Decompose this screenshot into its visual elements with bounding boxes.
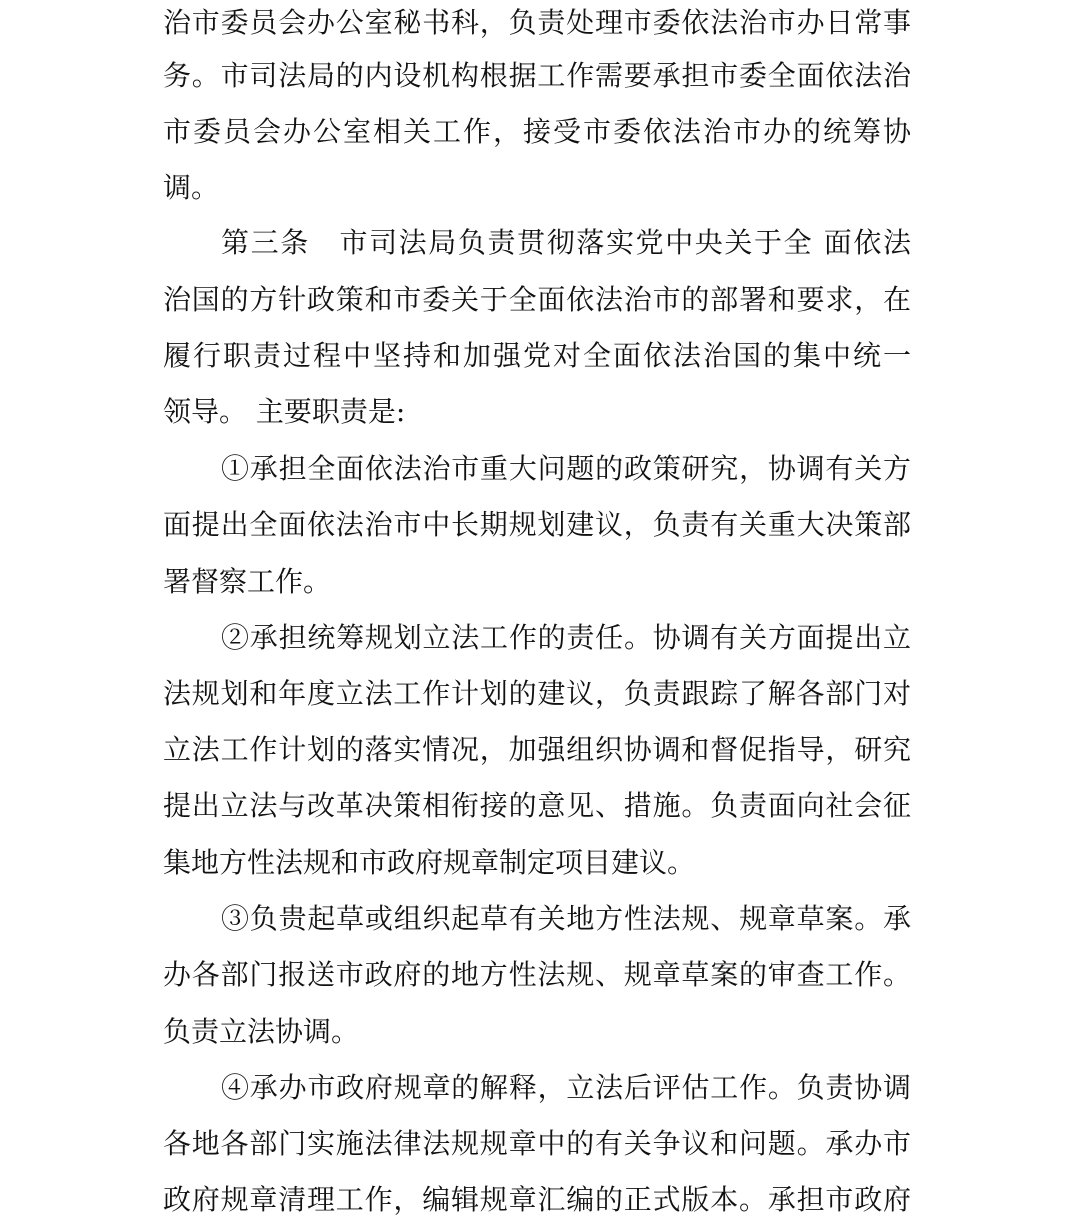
text-line: 办各部门报送市政府的地方性法规、规章草案的审查工作。 <box>163 958 911 991</box>
text-line: ②承担统筹规划立法工作的责任。协调有关方面提出立 <box>221 621 911 654</box>
text-line: 履行职责过程中坚持和加强党对全面依法治国的集中统一 <box>163 339 911 372</box>
text-line: 第三条 市司法局负责贯彻落实党中央关于全 面依法 <box>221 226 911 259</box>
text-line: 负责立法协调。 <box>163 1015 360 1048</box>
text-line: ③负贵起草或组织起草有关地方性法规、规章草案。承 <box>221 902 911 935</box>
text-line: 面提出全面依法治市中长期规划建议，负责有关重大决策部 <box>163 508 911 541</box>
text-line: 调。 <box>163 171 220 204</box>
text-line: ①承担全面依法治市重大问题的政策研究，协调有关方 <box>221 452 911 485</box>
text-line: 提出立法与改革决策相衔接的意见、措施。负责面向社会征 <box>163 789 911 822</box>
text-line: 市委员会办公室相关工作，接受市委依法治市办的统筹协 <box>163 115 911 148</box>
text-line: 立法工作计划的落实情况，加强组织协调和督促指导，研究 <box>163 733 911 766</box>
text-line: 法规划和年度立法工作计划的建议，负责跟踪了解各部门对 <box>163 677 911 710</box>
text-line: 治市委员会办公室秘书科，负责处理市委依法治市办日常事 <box>163 6 911 39</box>
text-line: 集地方性法规和市政府规章制定项目建议。 <box>163 846 696 879</box>
text-line: 务。市司法局的内设机构根据工作需要承担市委全面依法治 <box>163 59 911 92</box>
text-line: ④承办市政府规章的解释，立法后评估工作。负责协调 <box>221 1071 911 1104</box>
text-line: 政府规章清理工作，编辑规章汇编的正式版本。承担市政府 <box>163 1183 911 1216</box>
text-line: 各地各部门实施法律法规规章中的有关争议和问题。承办市 <box>163 1127 911 1160</box>
text-line: 署督察工作。 <box>163 565 332 598</box>
text-line: 领导。 主要职责是: <box>163 395 406 428</box>
text-line: 治国的方针政策和市委关于全面依法治市的部署和要求，在 <box>163 283 911 316</box>
